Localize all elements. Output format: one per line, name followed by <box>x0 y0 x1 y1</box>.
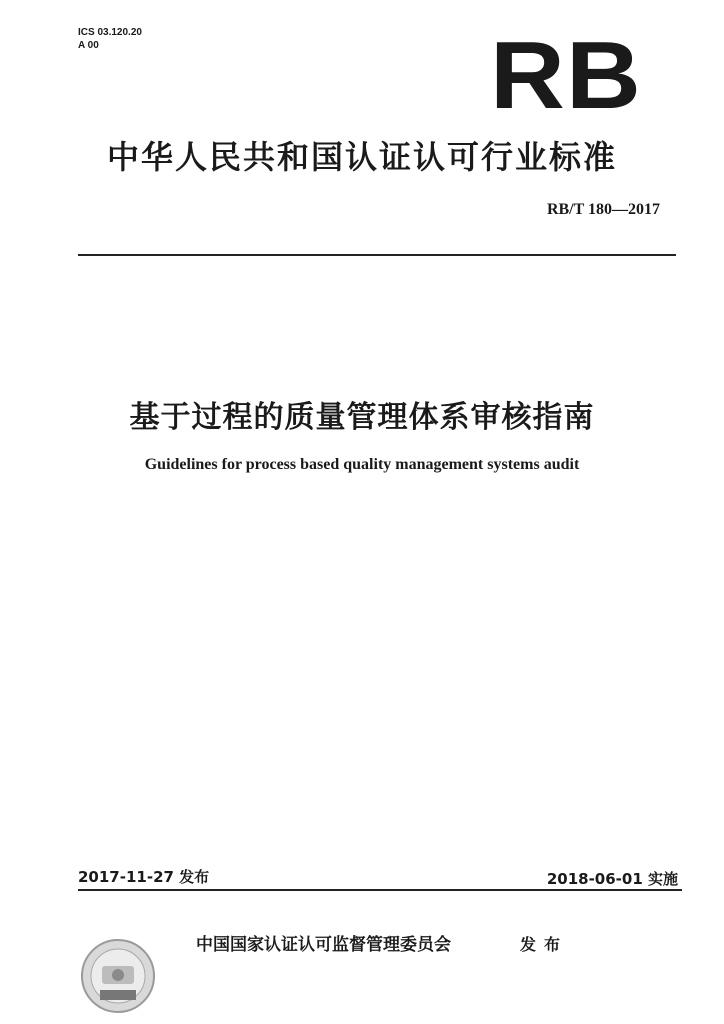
standard-code: RB/T 180—2017 <box>546 201 660 218</box>
document-title-en: Guidelines for process based quality management systems audit <box>144 456 580 473</box>
ics-code: ICS 03.120.20 <box>78 27 142 38</box>
ics-block <box>78 26 142 52</box>
bottom-divider <box>78 889 682 891</box>
publish-label: 发布 <box>520 935 569 954</box>
seal-stamp-icon <box>78 936 158 1016</box>
top-divider <box>78 254 676 256</box>
document-title-cn: 基于过程的质量管理体系审核指南 <box>129 400 595 435</box>
implementation-date: 2018-06-01 实施 <box>546 870 678 888</box>
issue-date: 2017-11-27 发布 <box>78 868 210 886</box>
rb-logo: RB <box>490 22 642 129</box>
classification-code: A 00 <box>78 40 99 51</box>
industry-standard-title: 中华人民共和国认证认可行业标准 <box>106 138 617 176</box>
publisher-name: 中国国家认证认可监督管理委员会 <box>196 935 451 955</box>
